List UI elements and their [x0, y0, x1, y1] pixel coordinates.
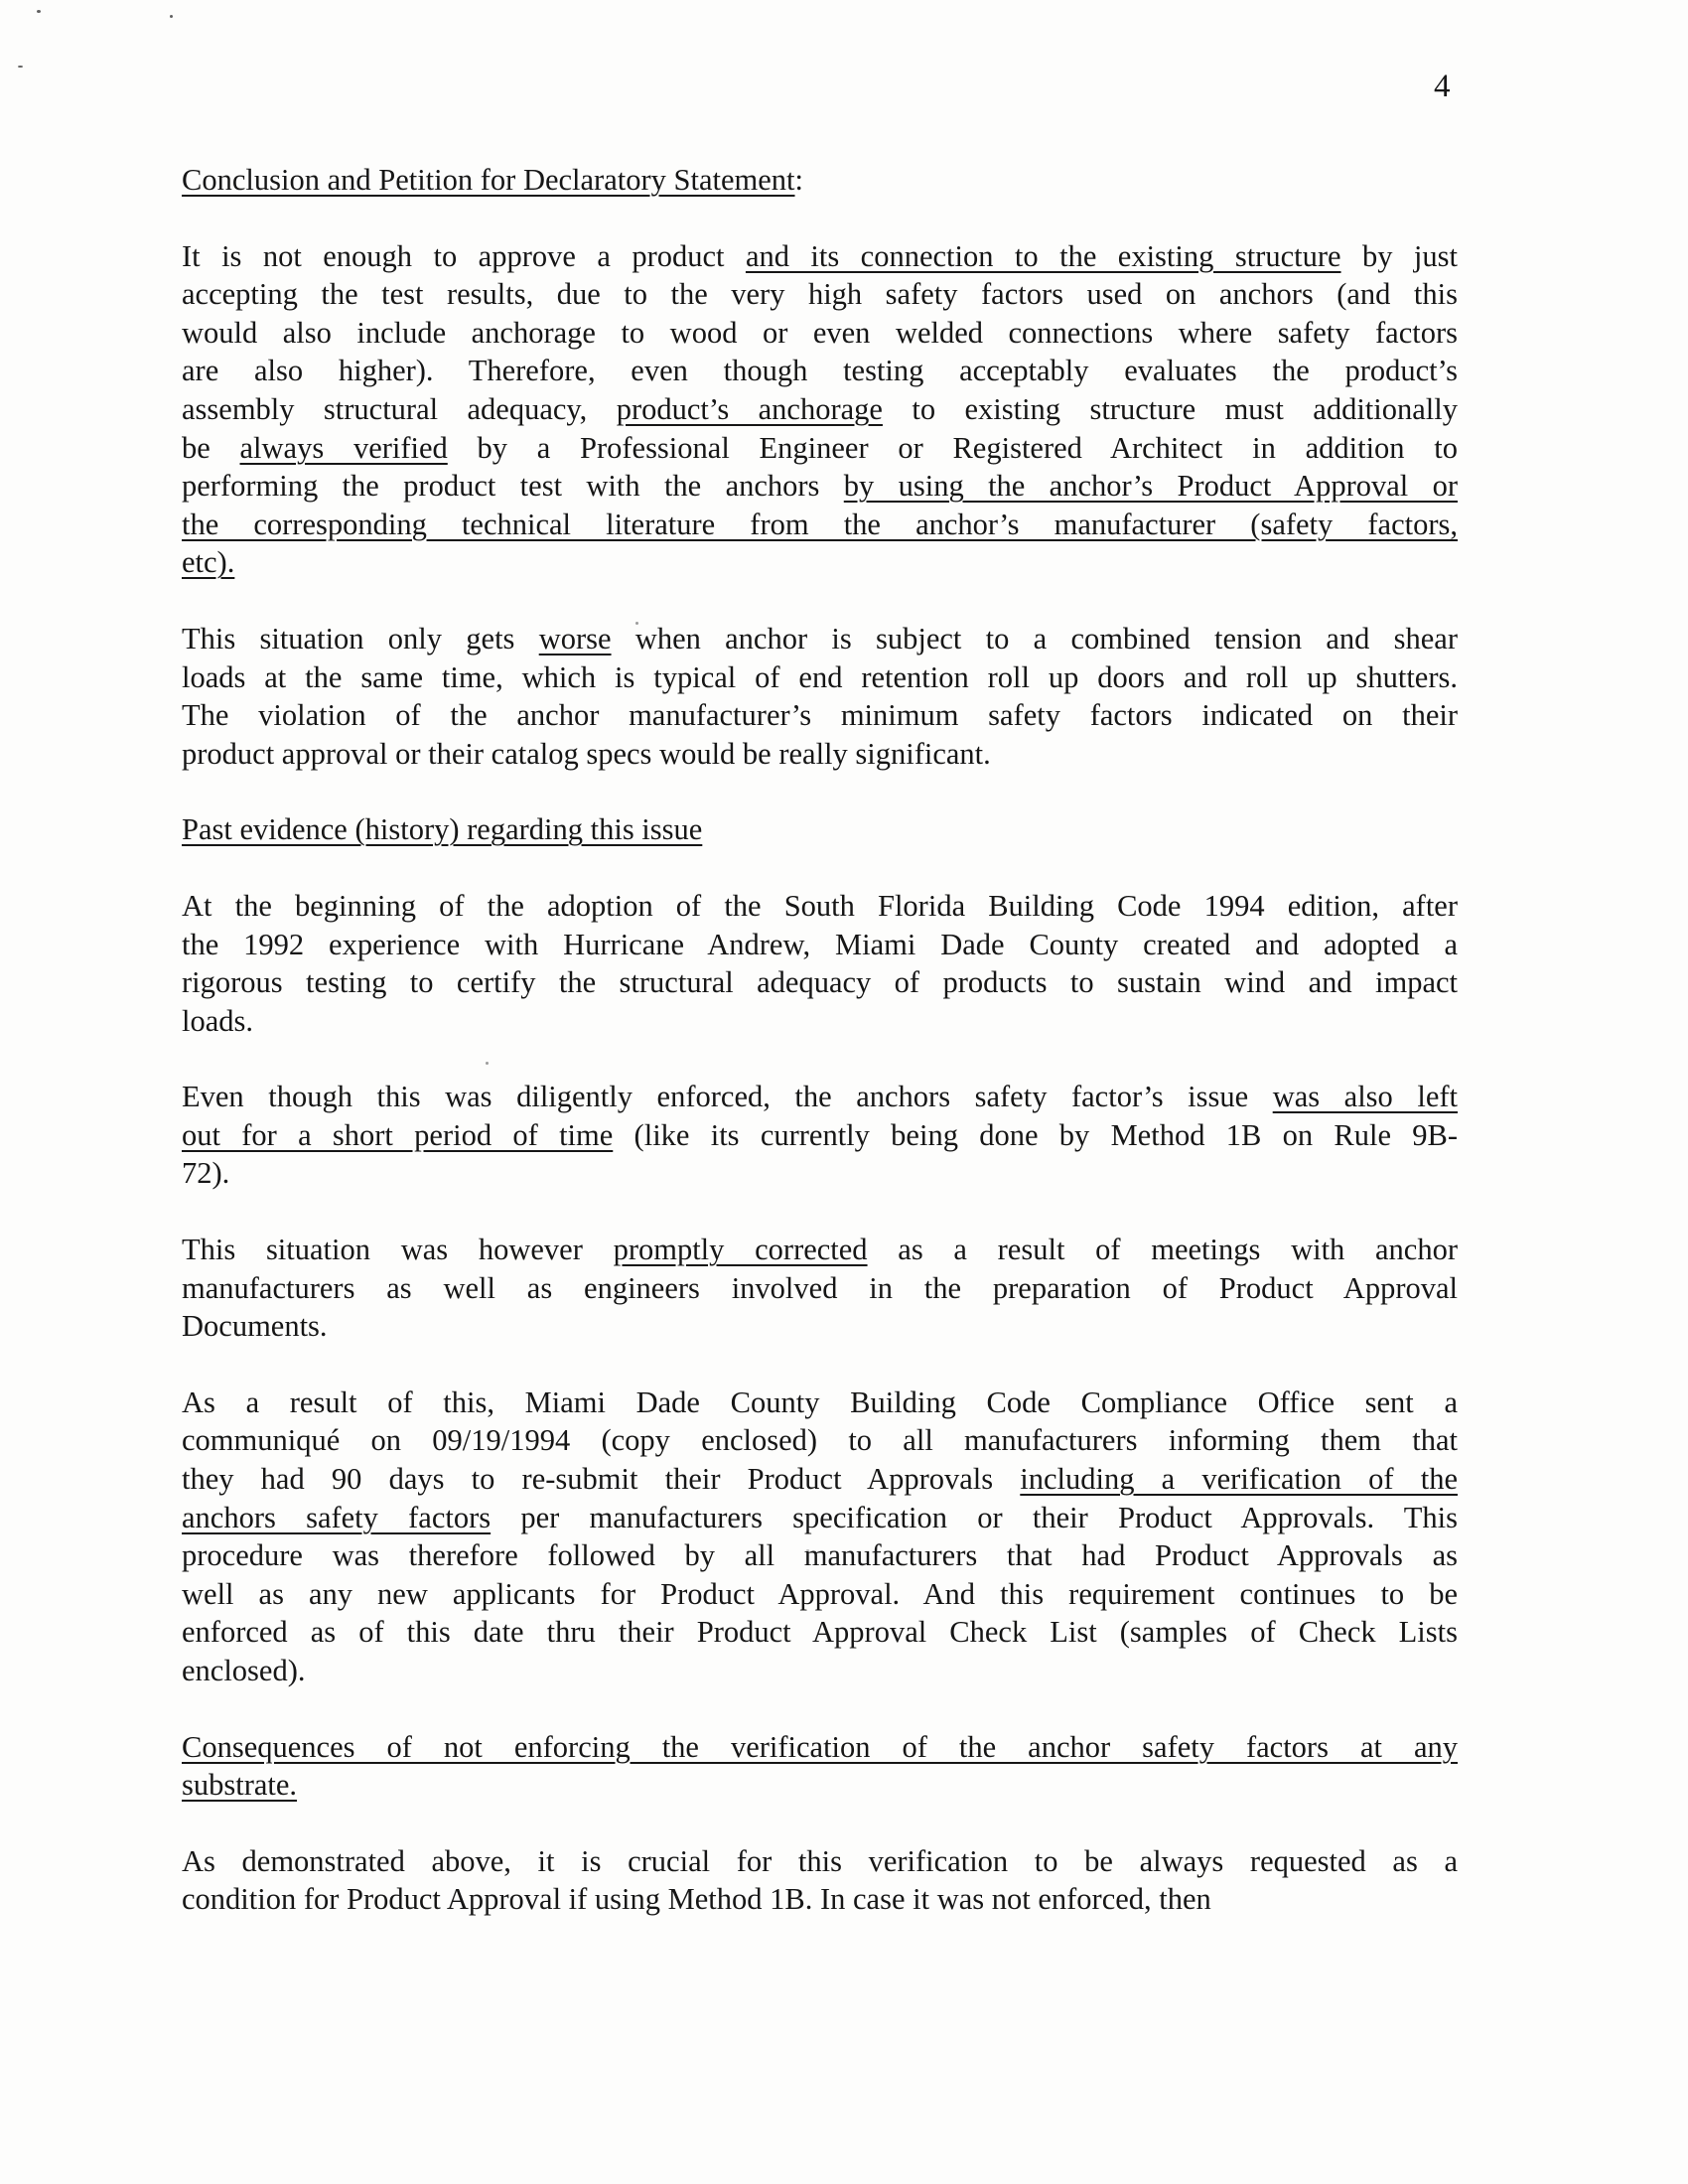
text-run: It is not enough to approve a product [182, 238, 746, 273]
text-run: to existing structure must additionally [882, 391, 1458, 426]
text-run: 72). [182, 1156, 230, 1191]
text-run: when anchor is subject to a combined tension and shear [611, 621, 1458, 655]
text-line [182, 1231, 1458, 1269]
section-heading [182, 810, 1458, 849]
text-run: by a Professional Engineer or Registered Architect in addition to [447, 430, 1458, 465]
underlined-text: product’s anchorage [616, 391, 883, 426]
text-run: well as any new applicants for Product Approval. And this requirement continues to be [182, 1576, 1458, 1611]
underlined-text: by using the anchor’s Product Approval or [843, 469, 1458, 504]
text-run: As a result of this, Miami Dade County Building Code Compliance Office sent a [182, 1384, 1458, 1419]
text-line [182, 237, 1458, 276]
text-line [182, 543, 1458, 582]
underlined-text: etc). [182, 545, 235, 580]
paragraph [182, 620, 1458, 773]
scan-speck [18, 66, 23, 68]
underlined-text: including a verification of the [1020, 1462, 1458, 1497]
section-heading [182, 161, 1458, 200]
text-line [182, 1842, 1458, 1881]
underlined-text: always verified [239, 430, 448, 465]
text-run: per manufacturers specification or their Product Approvals. This [491, 1500, 1458, 1534]
paragraph [182, 1842, 1458, 1919]
text-line [182, 1499, 1458, 1537]
section-heading [182, 1728, 1458, 1805]
underlined-text: was also left [1272, 1080, 1458, 1114]
text-line [182, 926, 1458, 964]
text-line [182, 1613, 1458, 1652]
paragraph [182, 887, 1458, 1040]
text-line [182, 1460, 1458, 1499]
text-run: loads. [182, 1003, 254, 1038]
paragraph [182, 237, 1458, 582]
text-run: rigorous testing to certify the structural adequacy of products to sustain wind and impact [182, 965, 1458, 1000]
text-line [182, 810, 1458, 849]
text-line [182, 1652, 1458, 1690]
text-run: As demonstrated above, it is crucial for this verification to be always requested as a [182, 1843, 1458, 1878]
text-run: enclosed). [182, 1654, 306, 1687]
underlined-text: substrate. [182, 1768, 298, 1803]
text-run: they had 90 days to re-submit their Product Approvals [182, 1462, 1021, 1497]
text-run: assembly structural adequacy, [182, 391, 617, 426]
text-run: This situation was however [182, 1233, 614, 1267]
text-run: would also include anchorage to wood or even welded connections where safety factors [182, 315, 1458, 350]
text-line [182, 1307, 1458, 1346]
underlined-text: the corresponding technical literature from the anchor’s manufacturer (safety factors, [182, 507, 1458, 541]
text-line [182, 1078, 1458, 1116]
text-run: the 1992 experience with Hurricane Andrew, Miami Dade County created and adopted a [182, 927, 1458, 961]
text-run: are also higher). Therefore, even though testing acceptably evaluates the product’s [182, 354, 1458, 388]
text-line [182, 1766, 1458, 1805]
underlined-text: Past evidence (history) regarding this issue [182, 812, 703, 847]
underlined-text: promptly corrected [613, 1233, 868, 1267]
underlined-text: Conclusion and Petition for Declaratory Statement [182, 163, 795, 197]
text-run: enforced as of this date thru their Product Approval Check List (samples of Check Lists [182, 1615, 1458, 1650]
text-line [182, 1575, 1458, 1614]
text-line [182, 1421, 1458, 1460]
text-line [182, 735, 1458, 774]
text-line [182, 1269, 1458, 1308]
text-run: manufacturers as well as engineers involved in the preparation of Product Approval [182, 1270, 1458, 1305]
text-run: communiqué on 09/19/1994 (copy enclosed) to all manufacturers informing them that [182, 1423, 1458, 1458]
text-line [182, 696, 1458, 735]
text-line [182, 1154, 1458, 1193]
paragraph [182, 1383, 1458, 1690]
text-line [182, 1116, 1458, 1155]
text-run: accepting the test results, due to the very high safety factors used on anchors (and this [182, 277, 1458, 312]
text-line [182, 1383, 1458, 1422]
text-line [182, 1728, 1458, 1767]
text-run: condition for Product Approval if using Method 1B. In case it was not enforced, then [182, 1882, 1211, 1917]
text-line [182, 275, 1458, 314]
text-run: be [182, 430, 240, 465]
text-run: product approval or their catalog specs would be really significant. [182, 736, 991, 771]
text-line [182, 620, 1458, 658]
text-line [182, 429, 1458, 468]
text-run: This situation only gets [182, 621, 539, 655]
text-run: Even though this was diligently enforced, the anchors safety factor’s issue [182, 1080, 1273, 1114]
underlined-text: out for a short period of time [182, 1117, 614, 1152]
text-run: The violation of the anchor manufacturer’s minimum safety factors indicated on their [182, 698, 1458, 733]
underlined-text: and its connection to the existing structure [745, 238, 1341, 273]
text-run: by just [1340, 238, 1458, 273]
text-line [182, 506, 1458, 544]
document-body [182, 161, 1458, 1957]
text-line [182, 467, 1458, 506]
scan-speck [37, 10, 41, 13]
text-line [182, 314, 1458, 353]
text-run: (like its currently being done by Method 1B on Rule 9B- [613, 1117, 1459, 1152]
text-line [182, 161, 1458, 200]
text-run: procedure was therefore followed by all manufacturers that had Product Approvals as [182, 1538, 1458, 1573]
text-run: as a result of meetings with anchor [867, 1233, 1458, 1267]
text-run: loads at the same time, which is typical of end retention roll up doors and roll up shutters. [182, 659, 1458, 694]
underlined-text: anchors safety factors [182, 1500, 492, 1534]
text-line [182, 1002, 1458, 1041]
text-line [182, 352, 1458, 390]
page-number: 4 [1434, 69, 1451, 104]
text-run: Documents. [182, 1309, 328, 1344]
paragraph [182, 1078, 1458, 1193]
text-run: : [794, 163, 803, 197]
text-run: At the beginning of the adoption of the South Florida Building Code 1994 edition, after [182, 888, 1458, 923]
scan-speck [170, 15, 173, 18]
text-line [182, 390, 1458, 429]
paragraph [182, 1231, 1458, 1346]
text-line [182, 1536, 1458, 1575]
underlined-text: Consequences of not enforcing the verification of the anchor safety factors at any [182, 1729, 1458, 1764]
text-line [182, 963, 1458, 1002]
text-line [182, 1880, 1458, 1919]
underlined-text: worse [538, 621, 612, 655]
text-line [182, 658, 1458, 697]
text-line [182, 887, 1458, 926]
text-run: performing the product test with the anchors [182, 469, 844, 504]
